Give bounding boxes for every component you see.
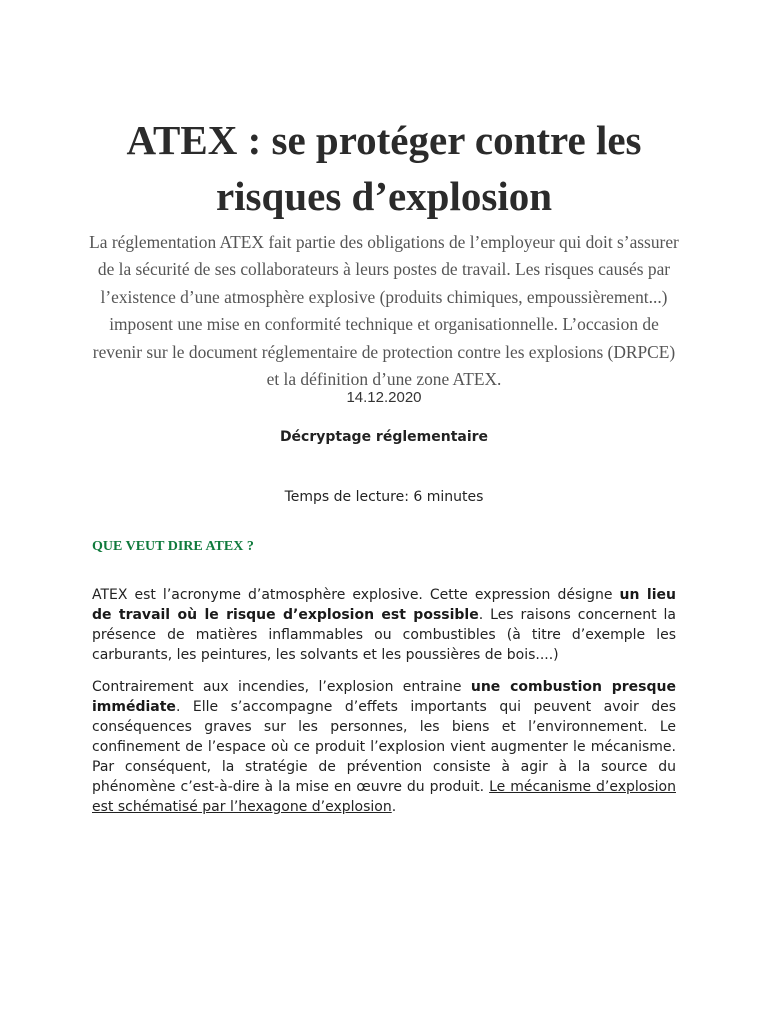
paragraph-text: ATEX est l’acronyme d’atmosphère explosive. Cette expression désigne <box>92 587 620 603</box>
paragraph-bold-text: une combustion presque immédiate <box>92 679 676 715</box>
paragraph-bold-text: un lieu de travail où le risque d’explosion est possible <box>92 587 676 623</box>
hexagone-explosion-link[interactable]: Le mécanisme d’explosion est schématisé par l’hexagone d’explosion <box>92 779 676 815</box>
article-lead: La réglementation ATEX fait partie des obligations de l’employeur qui doit s’assurer de la sécurité de ses collaborateurs à leurs postes de travail. Les risques causés par l’existence d’une atmosphère explosive (produits chimiques, empoussièrement...) imposent une mise en conformité technique et organisationnelle. L’occasion de revenir sur le document réglementaire de protection contre les explosions (DRPCE) et la définition d’une zone ATEX. <box>89 232 679 390</box>
reading-time: Temps de lecture: 6 minutes <box>284 489 484 505</box>
section-heading: QUE VEUT DIRE ATEX ? <box>92 539 254 554</box>
paragraph-text: . <box>391 799 397 815</box>
paragraph-text: . Elle s’accompagne d’effets importants qui peuvent avoir des conséquences graves sur les personnes, les biens et l’environnement. Le confinement de l’espace où ce produit l’explosion vient augmenter le mécanisme. Par conséquent, la stratégie de prévention consiste à agir à la source du phénomène c’est-à-dire à la mise en œuvre du produit. <box>92 699 676 795</box>
article-title: ATEX : se protéger contre les risques d’explosion <box>126 117 642 219</box>
article-category: Décryptage réglementaire <box>279 429 489 445</box>
paragraph-text: Contrairement aux incendies, l’explosion entraine <box>92 679 471 695</box>
paragraph-text: . Les raisons concernent la présence de matières inflammables ou combustibles (à titre d’exemple les carburants, les peintures, les solvants et les poussières de bois....) <box>92 607 676 663</box>
paragraph-atex-definition <box>92 585 676 665</box>
article-date: 14.12.2020 <box>346 389 422 406</box>
paragraph-explosion-mechanism <box>92 677 676 817</box>
